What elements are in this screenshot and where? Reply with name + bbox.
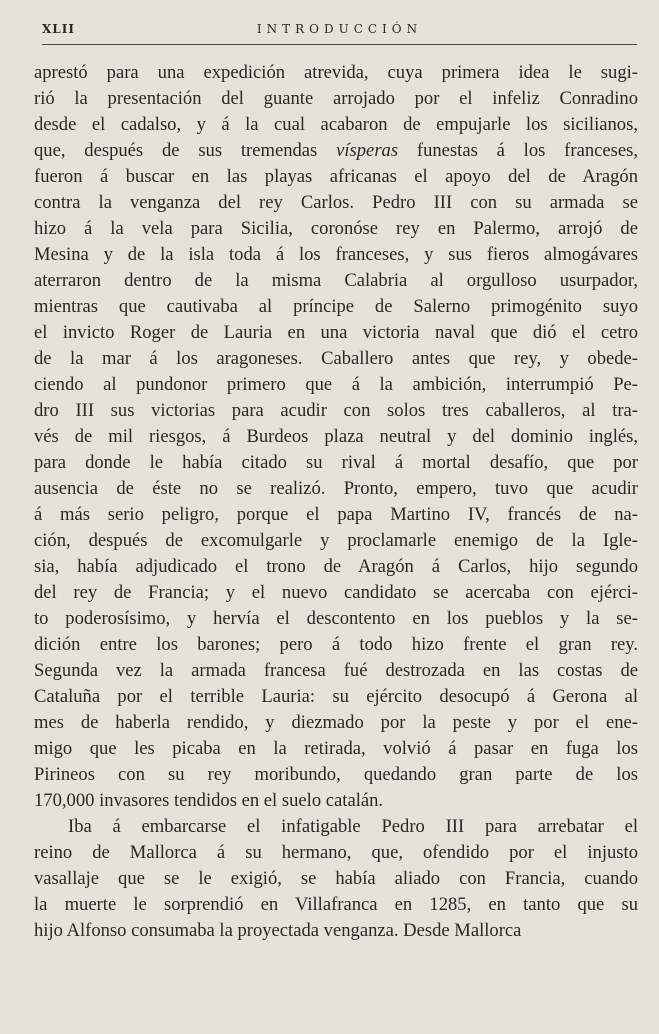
text-line: mes de haberla rendido, y diezmado por la peste y por el ene- — [34, 712, 638, 733]
text-line: rió la presentación del guante arrojado por el infeliz Conradino — [34, 88, 638, 109]
text-line: aprestó para una expedición atrevida, cuya primera idea le sugi- — [34, 62, 638, 83]
text-line: hijo Alfonso consumaba la proyectada venganza. Desde Mallorca — [34, 920, 522, 941]
text-line: migo que les picaba en la retirada, volvió á pasar en fuga los — [34, 738, 638, 759]
page-body — [34, 60, 638, 944]
text-line: mientras que cautivaba al príncipe de Salerno primogénito suyo — [34, 296, 638, 317]
text-line: ausencia de éste no se realizó. Pronto, empero, tuvo que acudir — [34, 478, 638, 499]
text-line: dición entre los barones; pero á todo hizo frente el gran rey. — [34, 634, 638, 655]
text-line: to poderosísimo, y hervía el descontento en los pueblos y la se- — [34, 608, 638, 629]
page-header — [42, 18, 637, 45]
text-line: Cataluña por el terrible Lauria: su ejército desocupó á Gerona al — [34, 686, 638, 707]
text-line: reino de Mallorca á su hermano, que, ofendido por el injusto — [34, 842, 638, 863]
text-line: para donde le había citado su rival á mortal desafío, que por — [34, 452, 638, 473]
text-line: ciendo al pundonor primero que á la ambición, interrumpió Pe- — [34, 374, 638, 395]
text-line: vasallaje que se le exigió, se había aliado con Francia, cuando — [34, 868, 638, 889]
text-line: de la mar á los aragoneses. Caballero antes que rey, y obede- — [34, 348, 638, 369]
text-line: Mesina y de la isla toda á los franceses, y sus fieros almogávares — [34, 244, 638, 265]
text-line: Pirineos con su rey moribundo, quedando gran parte de los — [34, 764, 638, 785]
text-line: ción, después de excomulgarle y proclamarle enemigo de la Igle- — [34, 530, 638, 551]
paragraph — [34, 814, 638, 944]
text-line: fueron á buscar en las playas africanas el apoyo del de Aragón — [34, 166, 638, 187]
text-line: dro III sus victorias para acudir con solos tres caballeros, al tra- — [34, 400, 638, 421]
text-line: Iba á embarcarse el infatigable Pedro III para arrebatar el — [68, 816, 638, 837]
text-line: el invicto Roger de Lauria en una victoria naval que dió el cetro — [34, 322, 638, 343]
text-line: Segunda vez la armada francesa fué destrozada en las costas de — [34, 660, 638, 681]
paragraph — [34, 60, 638, 814]
page-number: XLII — [42, 22, 75, 36]
text-line: aterraron dentro de la misma Calabria al orgulloso usurpador, — [34, 270, 638, 291]
text-line: contra la venganza del rey Carlos. Pedro III con su armada se — [34, 192, 638, 213]
text-line: que, después de sus tremendas vísperas funestas á los franceses, — [34, 140, 638, 161]
text-line: del rey de Francia; y el nuevo candidato se acercaba con ejérci- — [34, 582, 638, 603]
text-line: 170,000 invasores tendidos en el suelo catalán. — [34, 790, 384, 811]
running-title: INTRODUCCIÓN — [256, 22, 423, 36]
text-line: hizo á la vela para Sicilia, coronóse rey en Palermo, arrojó de — [34, 218, 638, 239]
text-line: desde el cadalso, y á la cual acabaron de empujarle los sicilianos, — [34, 114, 638, 135]
text-line: la muerte le sorprendió en Villafranca en 1285, en tanto que su — [34, 894, 638, 915]
text-line: á más serio peligro, porque el papa Martino IV, francés de na- — [34, 504, 638, 525]
text-line: sia, había adjudicado el trono de Aragón á Carlos, hijo segundo — [34, 556, 638, 577]
text-line: vés de mil riesgos, á Burdeos plaza neutral y del dominio inglés, — [34, 426, 638, 447]
